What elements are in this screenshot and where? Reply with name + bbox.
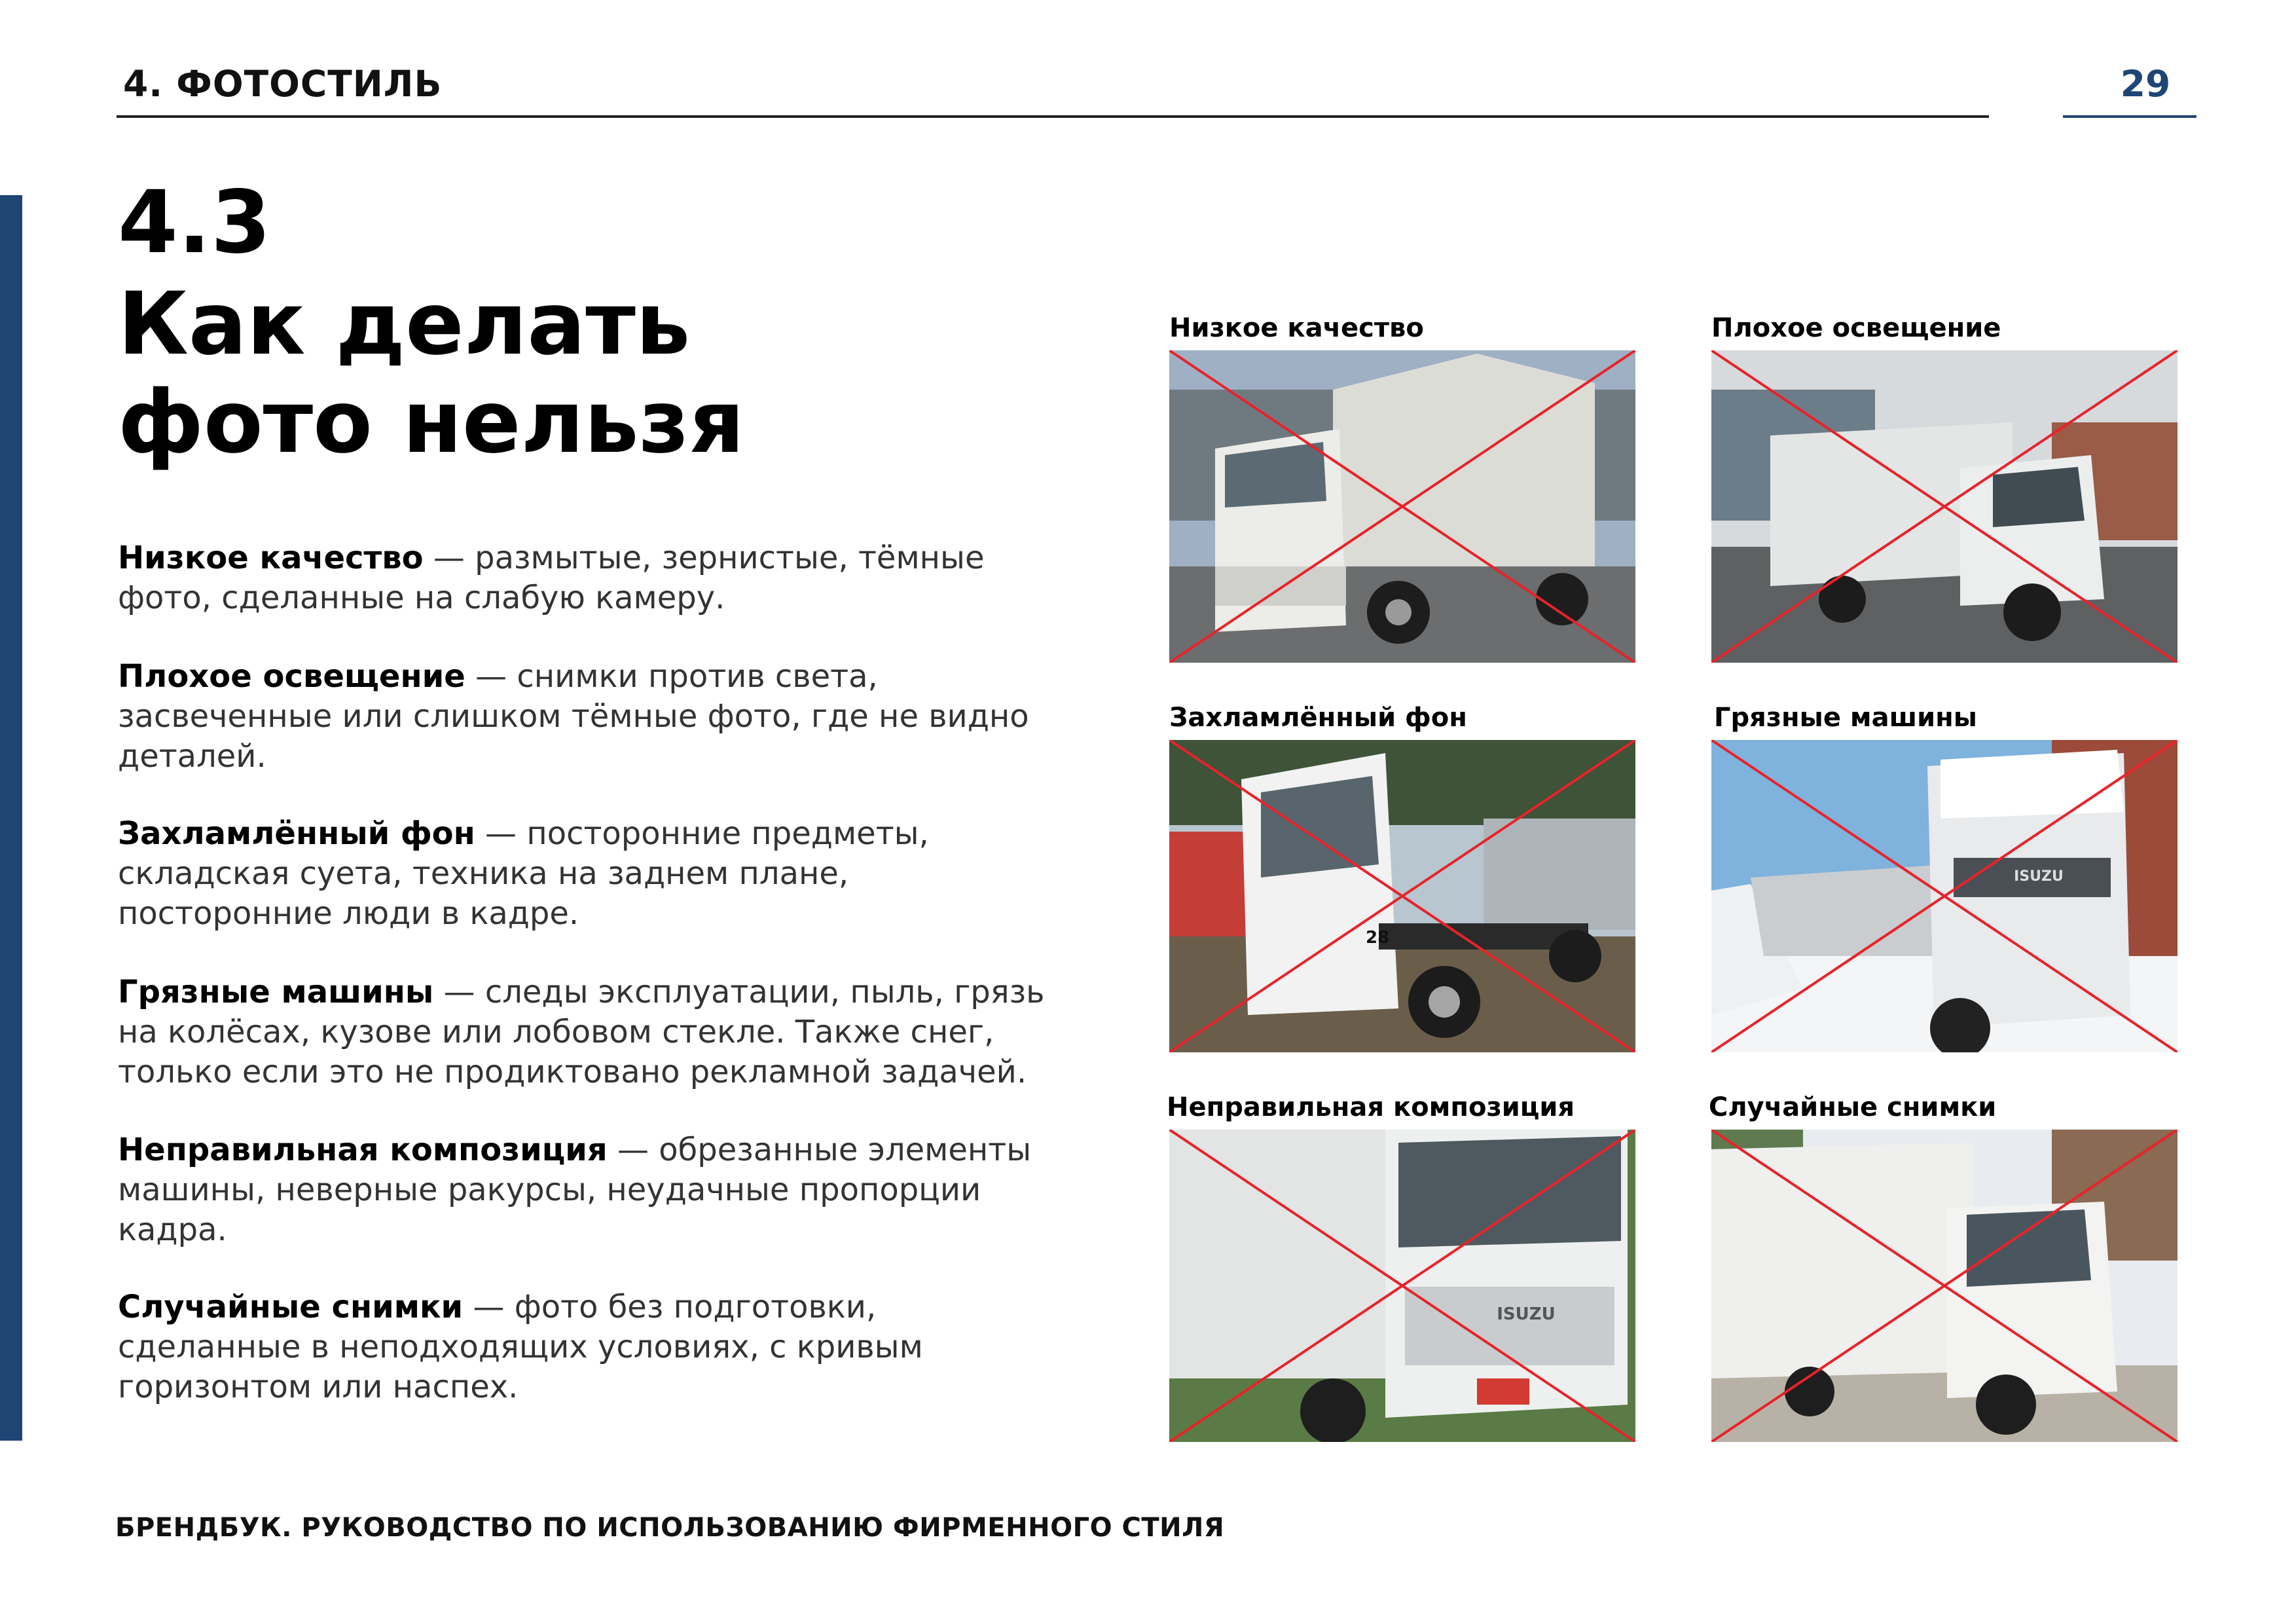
accent-side-bar (0, 195, 22, 1441)
rule-low-quality: Низкое качество — размытые, зернистые, тёмные фото, сделанные на слабую камеру. (118, 540, 985, 616)
example-photo-cluttered-background (1169, 740, 1635, 1052)
example-label-bad-composition: Неправильная композиция (1167, 1092, 1575, 1122)
page-title-line-2: фото нельзя (118, 372, 745, 473)
rule-dirty-vehicles: Грязные машины — следы эксплуатации, пыль, грязь на колёсах, кузове или лобовом стекле. Также снег, только если это не продиктовано рекламной задачей. (118, 974, 1045, 1090)
example-photo-bad-composition (1169, 1130, 1635, 1442)
section-header: 4. ФОТОСТИЛЬ (123, 63, 443, 105)
rule-bad-composition: Неправильная композиция — обрезанные элементы машины, неверные ракурсы, неудачные пропорции кадра. (118, 1132, 1032, 1248)
example-label-low-quality: Низкое качество (1169, 313, 1424, 343)
page-title-line-1: Как делать (118, 274, 691, 375)
footer-text: БРЕНДБУК. РУКОВОДСТВО ПО ИСПОЛЬЗОВАНИЮ ФИРМЕННОГО СТИЛЯ (115, 1513, 1225, 1543)
example-label-random-shots: Случайные снимки (1709, 1092, 1997, 1122)
example-photo-dirty-vehicles (1711, 740, 2178, 1052)
example-photo-low-quality (1169, 350, 1635, 663)
example-photo-bad-lighting (1711, 350, 2178, 663)
rule-random-shots: Случайные снимки — фото без подготовки, сделанные в неподходящих условиях, с кривым горизонтом или наспех. (118, 1289, 923, 1405)
example-label-bad-lighting: Плохое освещение (1711, 313, 2001, 343)
rule-bad-lighting: Плохое освещение — снимки против света, засвеченные или слишком тёмные фото, где не видно деталей. (118, 658, 1029, 775)
page-number-underline (2063, 115, 2196, 118)
rule-cluttered-background: Захламлённый фон — посторонние предметы, складская суета, техника на заднем плане, посторонние люди в кадре. (118, 815, 929, 932)
section-number: 4.3 (118, 172, 271, 273)
truck-number-text: 28 (1366, 928, 1390, 948)
page-number: 29 (2120, 63, 2171, 105)
cab-logo-text: ISUZU (2014, 868, 2064, 885)
cab-logo-text: ISUZU (1497, 1304, 1556, 1324)
example-label-dirty-vehicles: Грязные машины (1714, 703, 1977, 733)
example-label-cluttered-background: Захламлённый фон (1169, 703, 1467, 733)
example-photo-random-shots (1711, 1130, 2178, 1442)
header-divider (117, 115, 1989, 118)
